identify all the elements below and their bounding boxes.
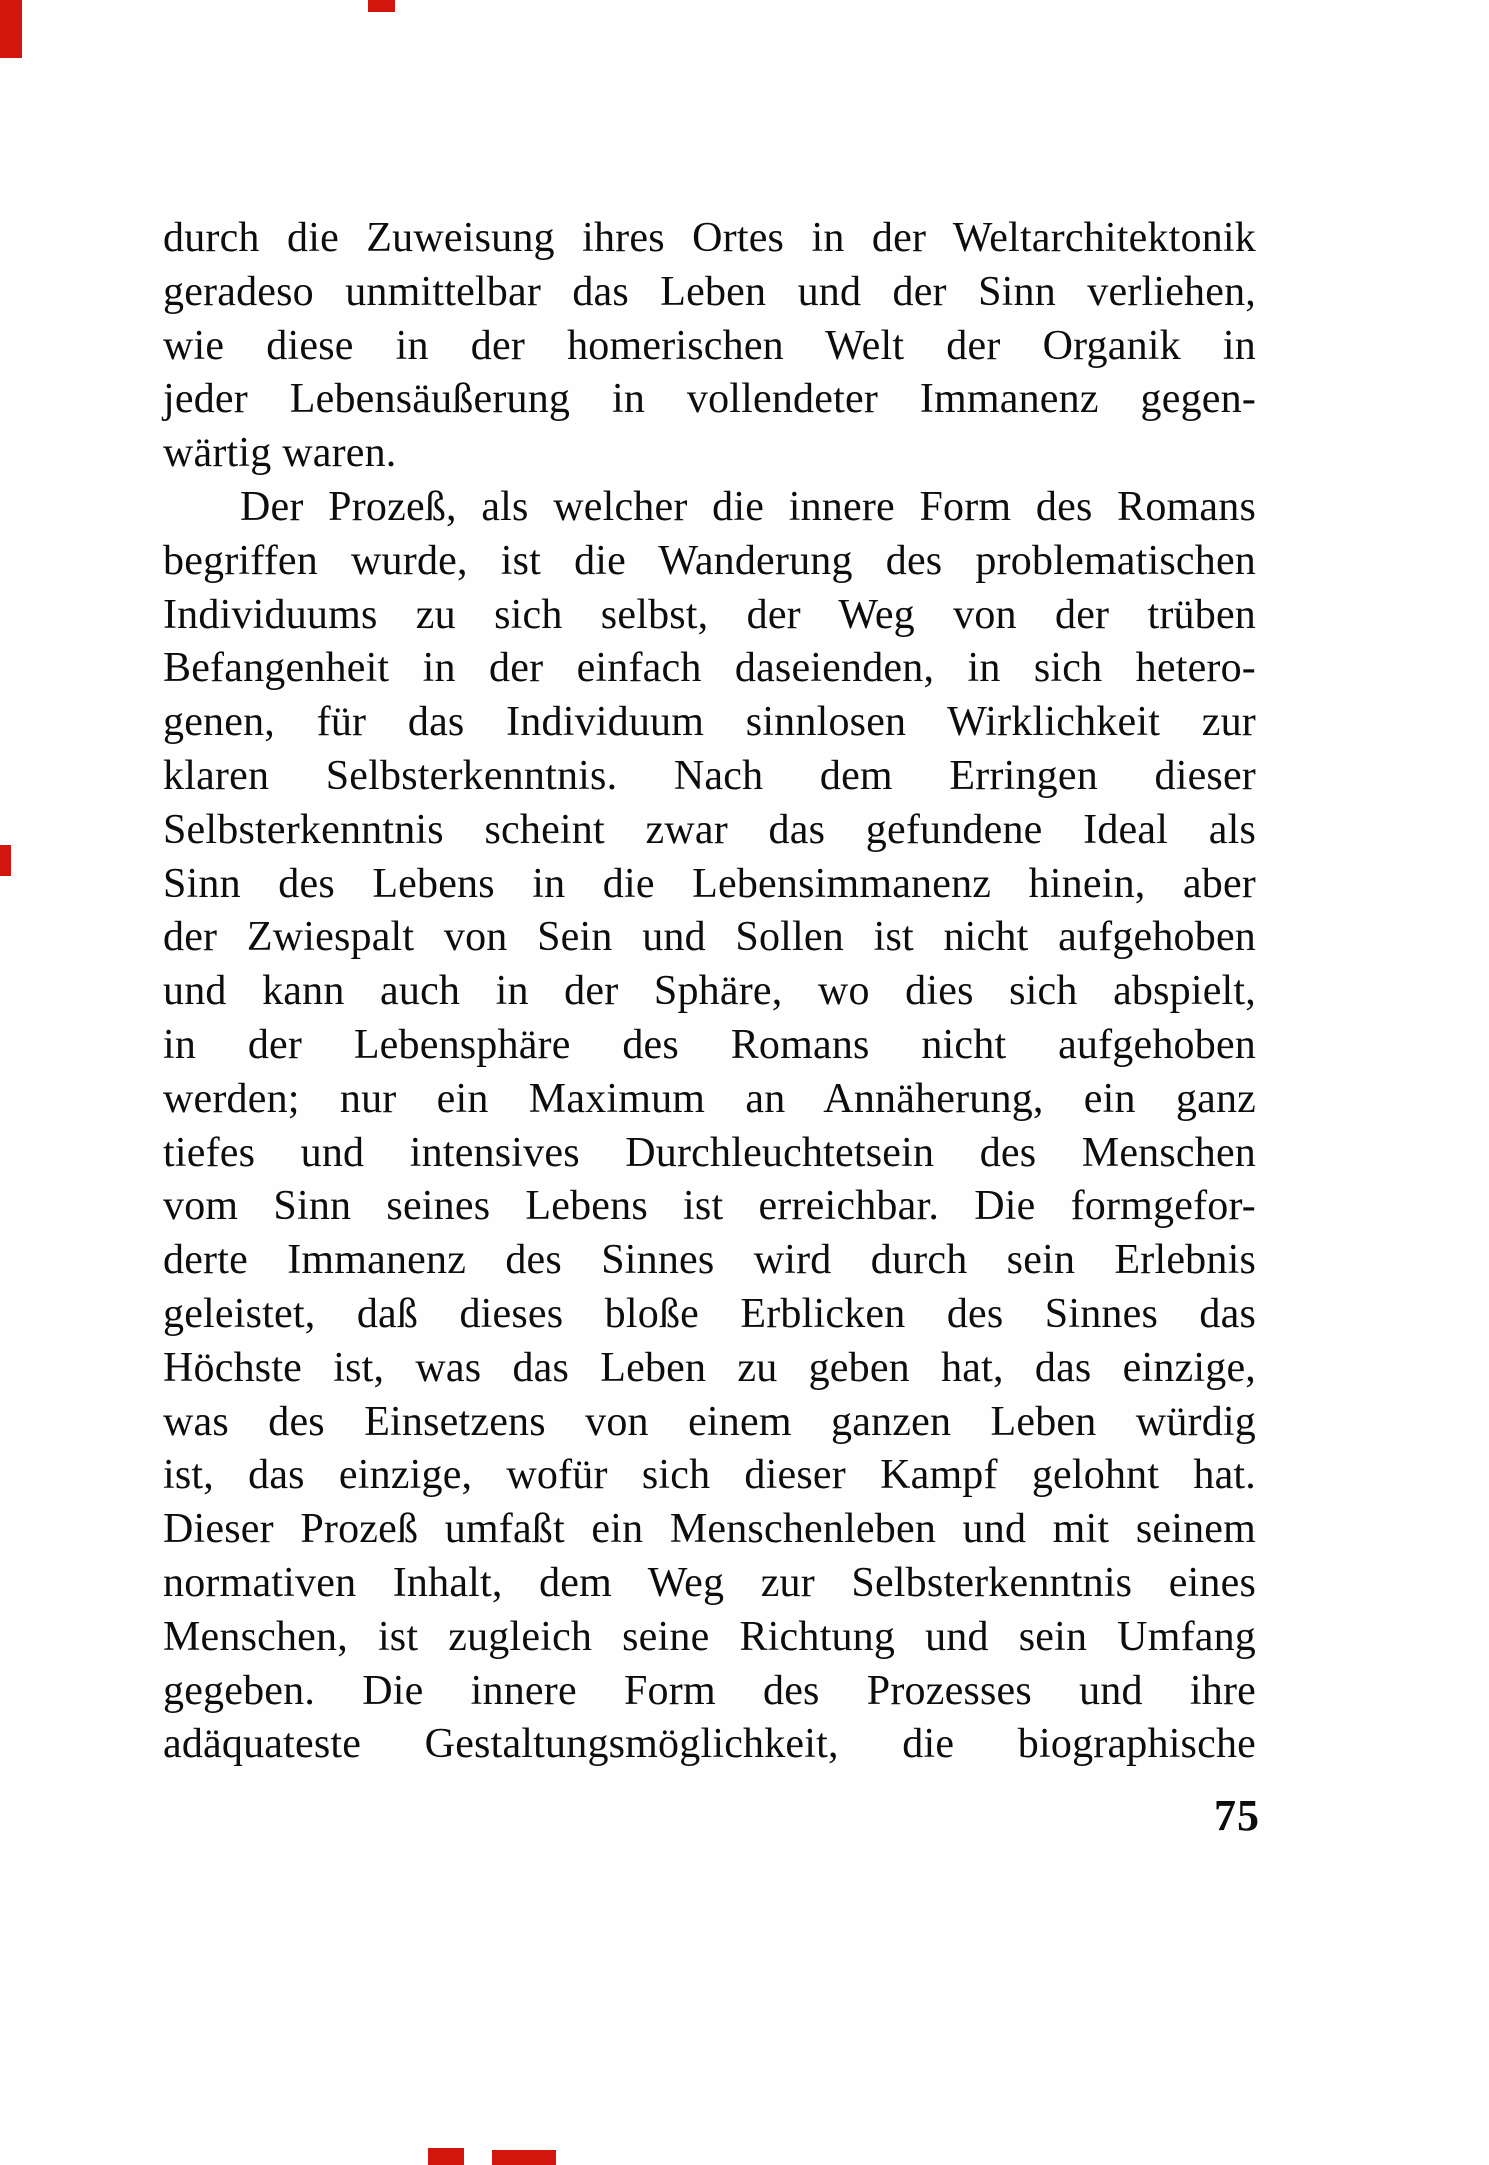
text-line: Individuums zu sich selbst, der Weg von der trüben [163, 591, 1256, 638]
text-line: Selbsterkenntnis scheint zwar das gefundene Ideal als [163, 806, 1256, 853]
scan-artifact-top-dash [368, 0, 395, 12]
text-line: werden; nur ein Maximum an Annäherung, ein ganz [163, 1075, 1256, 1122]
scan-artifact-left-dash [0, 845, 11, 876]
text-line: Der Prozeß, als welcher die innere Form des Romans [240, 483, 1256, 530]
text-line: gegeben. Die innere Form des Prozesses und ihre [163, 1667, 1256, 1714]
text-line: normativen Inhalt, dem Weg zur Selbsterkenntnis eines [163, 1559, 1256, 1606]
text-line: in der Lebensphäre des Romans nicht aufgehoben [163, 1021, 1256, 1068]
text-line: Befangenheit in der einfach daseienden, in sich hetero- [163, 645, 1256, 692]
text-line: geleistet, daß dieses bloße Erblicken des Sinnes das [163, 1290, 1256, 1337]
scan-artifact-top-left [0, 0, 22, 58]
text-line: Höchste ist, was das Leben zu geben hat, das einzige, [163, 1344, 1256, 1391]
text-line: der Zwiespalt von Sein und Sollen ist nicht aufgehoben [163, 914, 1256, 961]
text-line: ist, das einzige, wofür sich dieser Kampf gelohnt hat. [163, 1452, 1256, 1499]
paragraph-continuation [163, 212, 1256, 481]
text-line: klaren Selbsterkenntnis. Nach dem Erringen dieser [163, 752, 1256, 799]
text-line: genen, für das Individuum sinnlosen Wirklichkeit zur [163, 699, 1256, 746]
text-line: geradeso unmittelbar das Leben und der Sinn verliehen, [163, 268, 1256, 315]
text-line: tiefes und intensives Durchleuchtetsein des Menschen [163, 1129, 1256, 1176]
text-line: adäquateste Gestaltungsmöglichkeit, die biographische [163, 1721, 1256, 1768]
paragraph-der-prozess [163, 481, 1256, 1772]
body-text [163, 212, 1256, 1772]
text-line: und kann auch in der Sphäre, wo dies sich abspielt, [163, 968, 1256, 1015]
text-line: Menschen, ist zugleich seine Richtung und sein Umfang [163, 1613, 1256, 1660]
page-number: 75 [1214, 1791, 1260, 1840]
scan-artifact-bottom-dash [492, 2150, 556, 2165]
text-line: jeder Lebensäußerung in vollendeter Immanenz gegen- [163, 376, 1256, 423]
text-line: was des Einsetzens von einem ganzen Leben würdig [163, 1398, 1256, 1445]
text-line: durch die Zuweisung ihres Ortes in der Weltarchitektonik [163, 215, 1256, 261]
text-line: vom Sinn seines Lebens ist erreichbar. Die formgefor- [163, 1183, 1256, 1230]
text-line: Sinn des Lebens in die Lebensimmanenz hinein, aber [163, 860, 1256, 907]
scan-artifact-bottom-dash [428, 2148, 464, 2165]
text-line: Dieser Prozeß umfaßt ein Menschenleben und mit seinem [163, 1506, 1256, 1553]
text-line: wärtig waren. [163, 430, 397, 477]
text-line: begriffen wurde, ist die Wanderung des problematischen [163, 537, 1256, 584]
text-line: derte Immanenz des Sinnes wird durch sein Erlebnis [163, 1237, 1256, 1284]
text-line: wie diese in der homerischen Welt der Organik in [163, 322, 1256, 369]
